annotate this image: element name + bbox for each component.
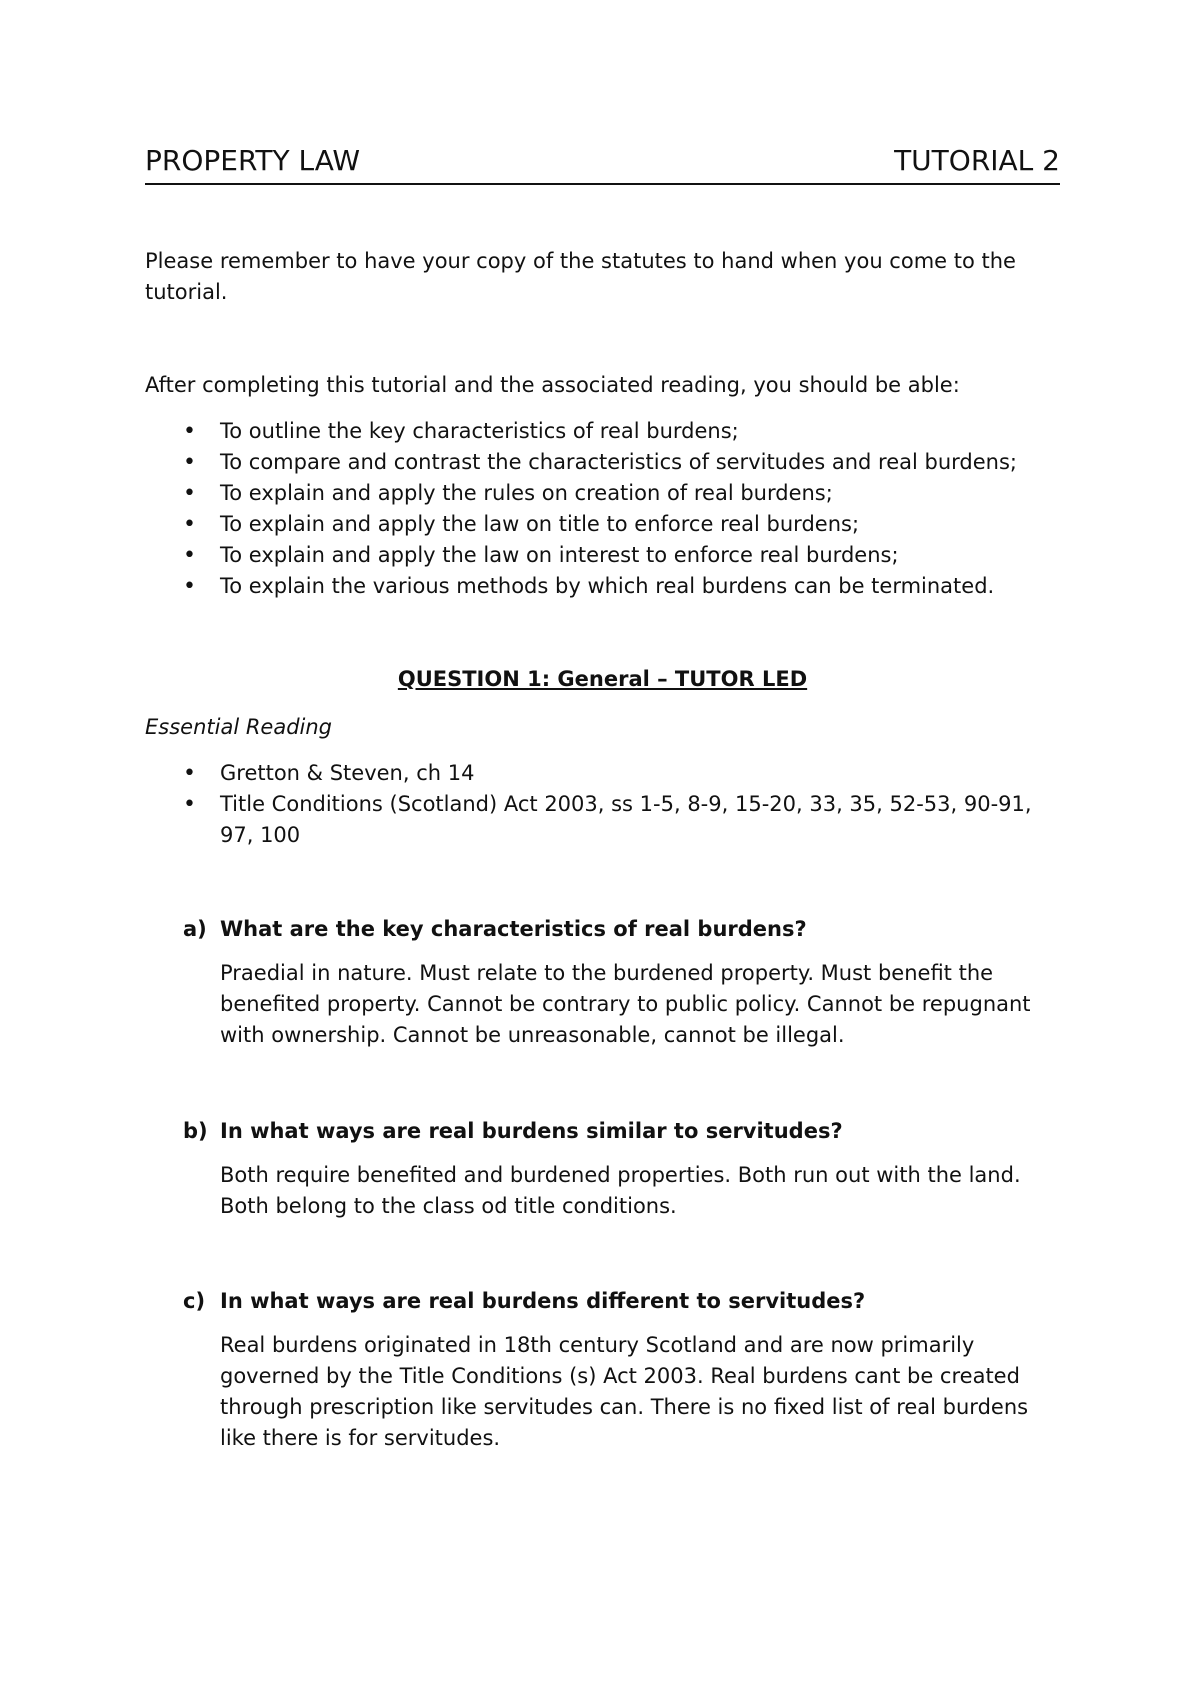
question-text (145, 914, 1085, 945)
question-letter: a) (183, 917, 207, 941)
answer-text: Praedial in nature. Must relate to the burdened property. Must benefit the benefited property. Cannot be contrary to public policy. Cannot be repugnant with ownership. Cannot be unreasonable, cannot be illegal. (220, 961, 1031, 1047)
question-label: In what ways are real burdens similar to servitudes? (220, 1119, 843, 1143)
list-item: • To explain and apply the law on interest to enforce real burdens; (145, 540, 1085, 571)
list-item: • To explain and apply the law on title to enforce real burdens; (145, 509, 1085, 540)
list-item: • To outline the key characteristics of real burdens; (145, 416, 1085, 447)
question-label: What are the key characteristics of real burdens? (220, 917, 807, 941)
course-title: PROPERTY LAW (145, 144, 361, 177)
list-item: • To explain the various methods by which real burdens can be terminated. (145, 571, 1085, 602)
list-item: • Title Conditions (Scotland) Act 2003, ss 1-5, 8-9, 15-20, 33, 35, 52-53, 90-91, 97, 100 (145, 789, 1035, 851)
question-letter: b) (183, 1119, 208, 1143)
question-label: In what ways are real burdens different to servitudes? (220, 1289, 866, 1313)
question-text (145, 1116, 1085, 1147)
question-part-a (145, 914, 1085, 1051)
reading-label: Essential Reading (145, 715, 333, 739)
question-heading: QUESTION 1: General – TUTOR LED (397, 667, 808, 691)
question-letter: c) (183, 1289, 206, 1313)
objectives-list (145, 416, 1085, 602)
intro-paragraph: Please remember to have your copy of the statutes to hand when you come to the tutorial. (145, 249, 1016, 304)
reading-list (145, 758, 1035, 851)
page-header (145, 143, 1060, 185)
question-part-c (145, 1286, 1085, 1454)
question-text (145, 1286, 1085, 1317)
tutorial-number: TUTORIAL 2 (894, 144, 1060, 177)
list-item: • Gretton & Steven, ch 14 (145, 758, 1035, 789)
list-item: • To explain and apply the rules on creation of real burdens; (145, 478, 1085, 509)
list-item: • To compare and contrast the characteristics of servitudes and real burdens; (145, 447, 1085, 478)
question-part-b (145, 1116, 1085, 1222)
answer-text: Both require benefited and burdened properties. Both run out with the land. Both belong to the class od title conditions. (220, 1163, 1021, 1218)
objectives-lead: After completing this tutorial and the associated reading, you should be able: (145, 373, 960, 397)
answer-text: Real burdens originated in 18th century Scotland and are now primarily governed by the Title Conditions (s) Act 2003. Real burdens cant be created through prescription like servitudes can. There is no fixed list of real burdens like there is for servitudes. (220, 1333, 1029, 1450)
